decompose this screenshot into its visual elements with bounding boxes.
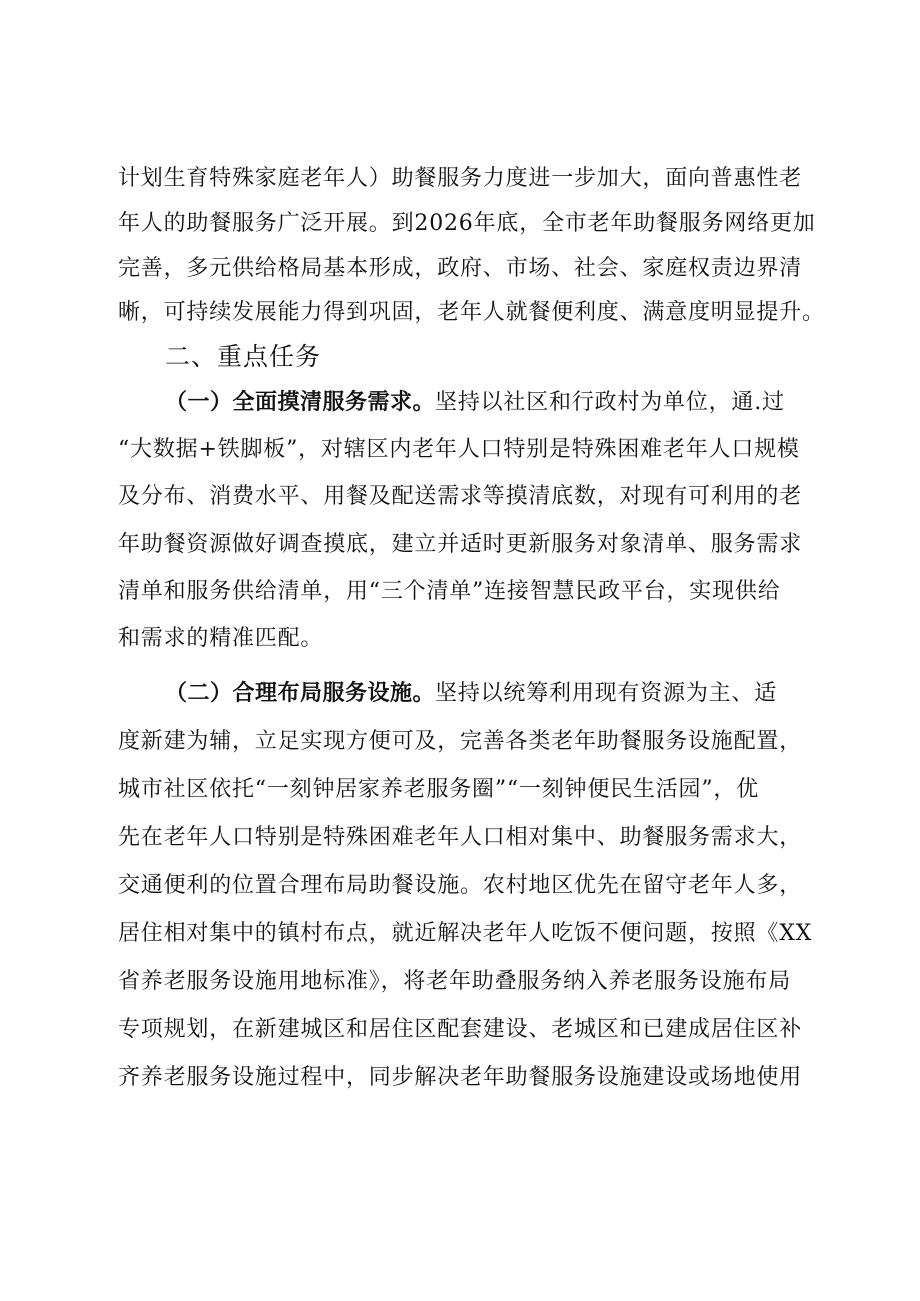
item1-line-5: 清单和服务供给清单，用“三个清单”连接智慧民政平台，实现供给 — [118, 579, 781, 604]
item2-line-6: 居住相对集中的镇村布点，就近解决老年人吃饭不便问题，按照《XX — [118, 921, 813, 946]
item2-line-8: 专项规划，在新建城区和居住区配套建设、老城区和已建成居住区补 — [118, 1017, 803, 1042]
item2-line-4: 先在老年人口特别是特殊困难老年人口相对集中、助餐服务需求大， — [118, 825, 803, 850]
intro-line-3: 完善，多元供给格局基本形成，政府、市场、社会、家庭权责边界清 — [118, 256, 803, 281]
intro-line-4: 晰，可持续发展能力得到巩固，老年人就餐便利度、满意度明显提升。 — [118, 300, 825, 325]
item2-first-line-text: 坚持以统筹利用现有资源为主、适 — [435, 681, 778, 706]
item2-line-3: 城市社区依托“一刻钟居家养老服务圈”“一刻钟便民生活园”，优 — [118, 777, 759, 802]
intro-line-1: 计划生育特殊家庭老年人）助餐服务力度进一步加大，面向普惠性老 — [118, 166, 803, 191]
item1-first-line-text: 坚持以社区和行政村为单位，通.过 — [435, 390, 785, 415]
intro-line-2: 年人的助餐服务广泛开展。到2026年底，全市老年助餐服务网络更加 — [118, 211, 816, 236]
item1-line-3: 及分布、消费水平、用餐及配送需求等摸清底数，对现有可利用的老 — [118, 484, 803, 509]
item2-first-line — [165, 679, 820, 709]
item2-title: （二）合理布局服务设施。 — [165, 681, 436, 706]
item1-first-line — [165, 388, 820, 418]
item2-line-9: 齐养老服务设施过程中，同步解决老年助餐服务设施建设或场地使用 — [118, 1065, 803, 1090]
item1-line-6: 和需求的精准匹配。 — [118, 626, 324, 651]
item2-line-2: 度新建为辅，立足实现方便可及，完善各类老年助餐服务设施配置， — [118, 729, 803, 754]
item2-line-7: 省养老服务设施用地标准》，将老年助叠服务纳入养老服务设施布局 — [118, 969, 792, 994]
item1-line-4: 年助餐资源做好调查摸底，建立并适时更新服务对象清单、服务需求 — [118, 532, 803, 557]
item1-line-2: “大数据+铁脚板”，对辖区内老年人口特别是特殊困难老年人口规模 — [118, 437, 800, 462]
section-heading: 二、重点任务 — [165, 342, 322, 371]
item2-line-5: 交通便利的位置合理布局助餐设施。农村地区优先在留守老年人多， — [118, 873, 803, 898]
item1-title: （一）全面摸清服务需求。 — [165, 390, 436, 415]
